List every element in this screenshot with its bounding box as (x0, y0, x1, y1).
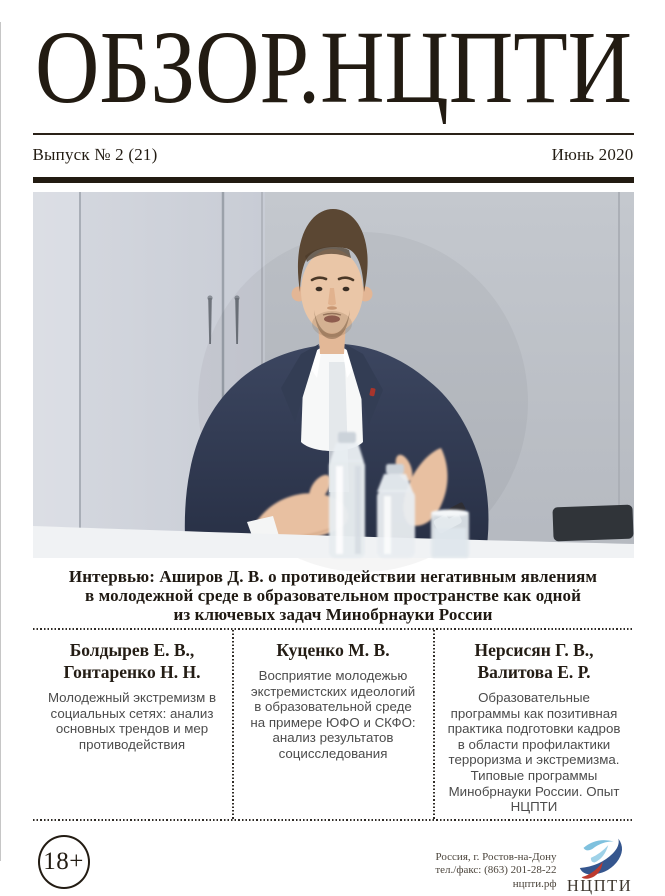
magazine-cover (0, 10, 665, 895)
contact-line: нцпти.рф (512, 877, 557, 890)
articles-divider-bottom (33, 819, 634, 821)
interview-photo-illustration (33, 192, 634, 558)
rule-above-photo (33, 177, 634, 183)
cover-photo (33, 192, 634, 558)
article-summary: Восприятие молодежью экстремистских идеологий в образовательной среде на примере ЮФО и СКФО: анализ результатов социсследования (250, 668, 416, 761)
chair (552, 505, 633, 542)
age-rating-label: 18+ (43, 847, 84, 875)
contact-line: тел./факс: (863) 201-28-22 (435, 864, 557, 877)
article-column-2 (234, 630, 433, 819)
article-column-3 (435, 630, 634, 819)
cover-story-title (33, 567, 634, 624)
cover-title-line: из ключевых задач Минобрнауки России (173, 605, 493, 624)
articles-row (33, 630, 634, 819)
date-label: Июнь 2020 (551, 145, 634, 164)
contact-info (435, 851, 556, 896)
issue-row (33, 145, 634, 167)
masthead-title: ОБЗОР.НЦПТИ (34, 10, 632, 125)
footer (33, 833, 634, 896)
logo-text: НЦПТИ (566, 875, 633, 895)
contact-line: Россия, г. Ростов-на-Дону (435, 851, 557, 864)
cover-title-line: Интервью: Аширов Д. В. о противодействии негативным явлениям (68, 567, 598, 586)
drinking-glass (431, 510, 469, 559)
ncpti-logo (566, 833, 634, 896)
masthead (33, 10, 634, 125)
age-rating-badge (38, 835, 90, 889)
article-authors: Нерсисян Г. В., Валитова Е. Р. (474, 640, 594, 682)
article-summary: Молодежный экстремизм в социальных сетях: анализ основных трендов и мер противодействия (47, 690, 217, 752)
cover-title-line: в молодежной среде в образовательном пространстве как одной (85, 586, 581, 605)
water-bottle (329, 432, 365, 558)
article-authors: Болдырев Е. В., Гонтаренко Н. Н. (63, 640, 201, 682)
article-authors: Куценко М. В. (276, 640, 390, 660)
ncpti-swoosh-icon (572, 835, 628, 879)
issue-label: Выпуск № 2 (21) (32, 145, 158, 164)
rule-under-masthead (33, 133, 634, 135)
article-column-1 (33, 630, 232, 819)
article-summary: Образовательные программы как позитивная практика подготовки кадров в области профилактики терроризма и экстремизма. Типовые программы Минобрнауки России. Опыт НЦПТИ (447, 690, 621, 815)
